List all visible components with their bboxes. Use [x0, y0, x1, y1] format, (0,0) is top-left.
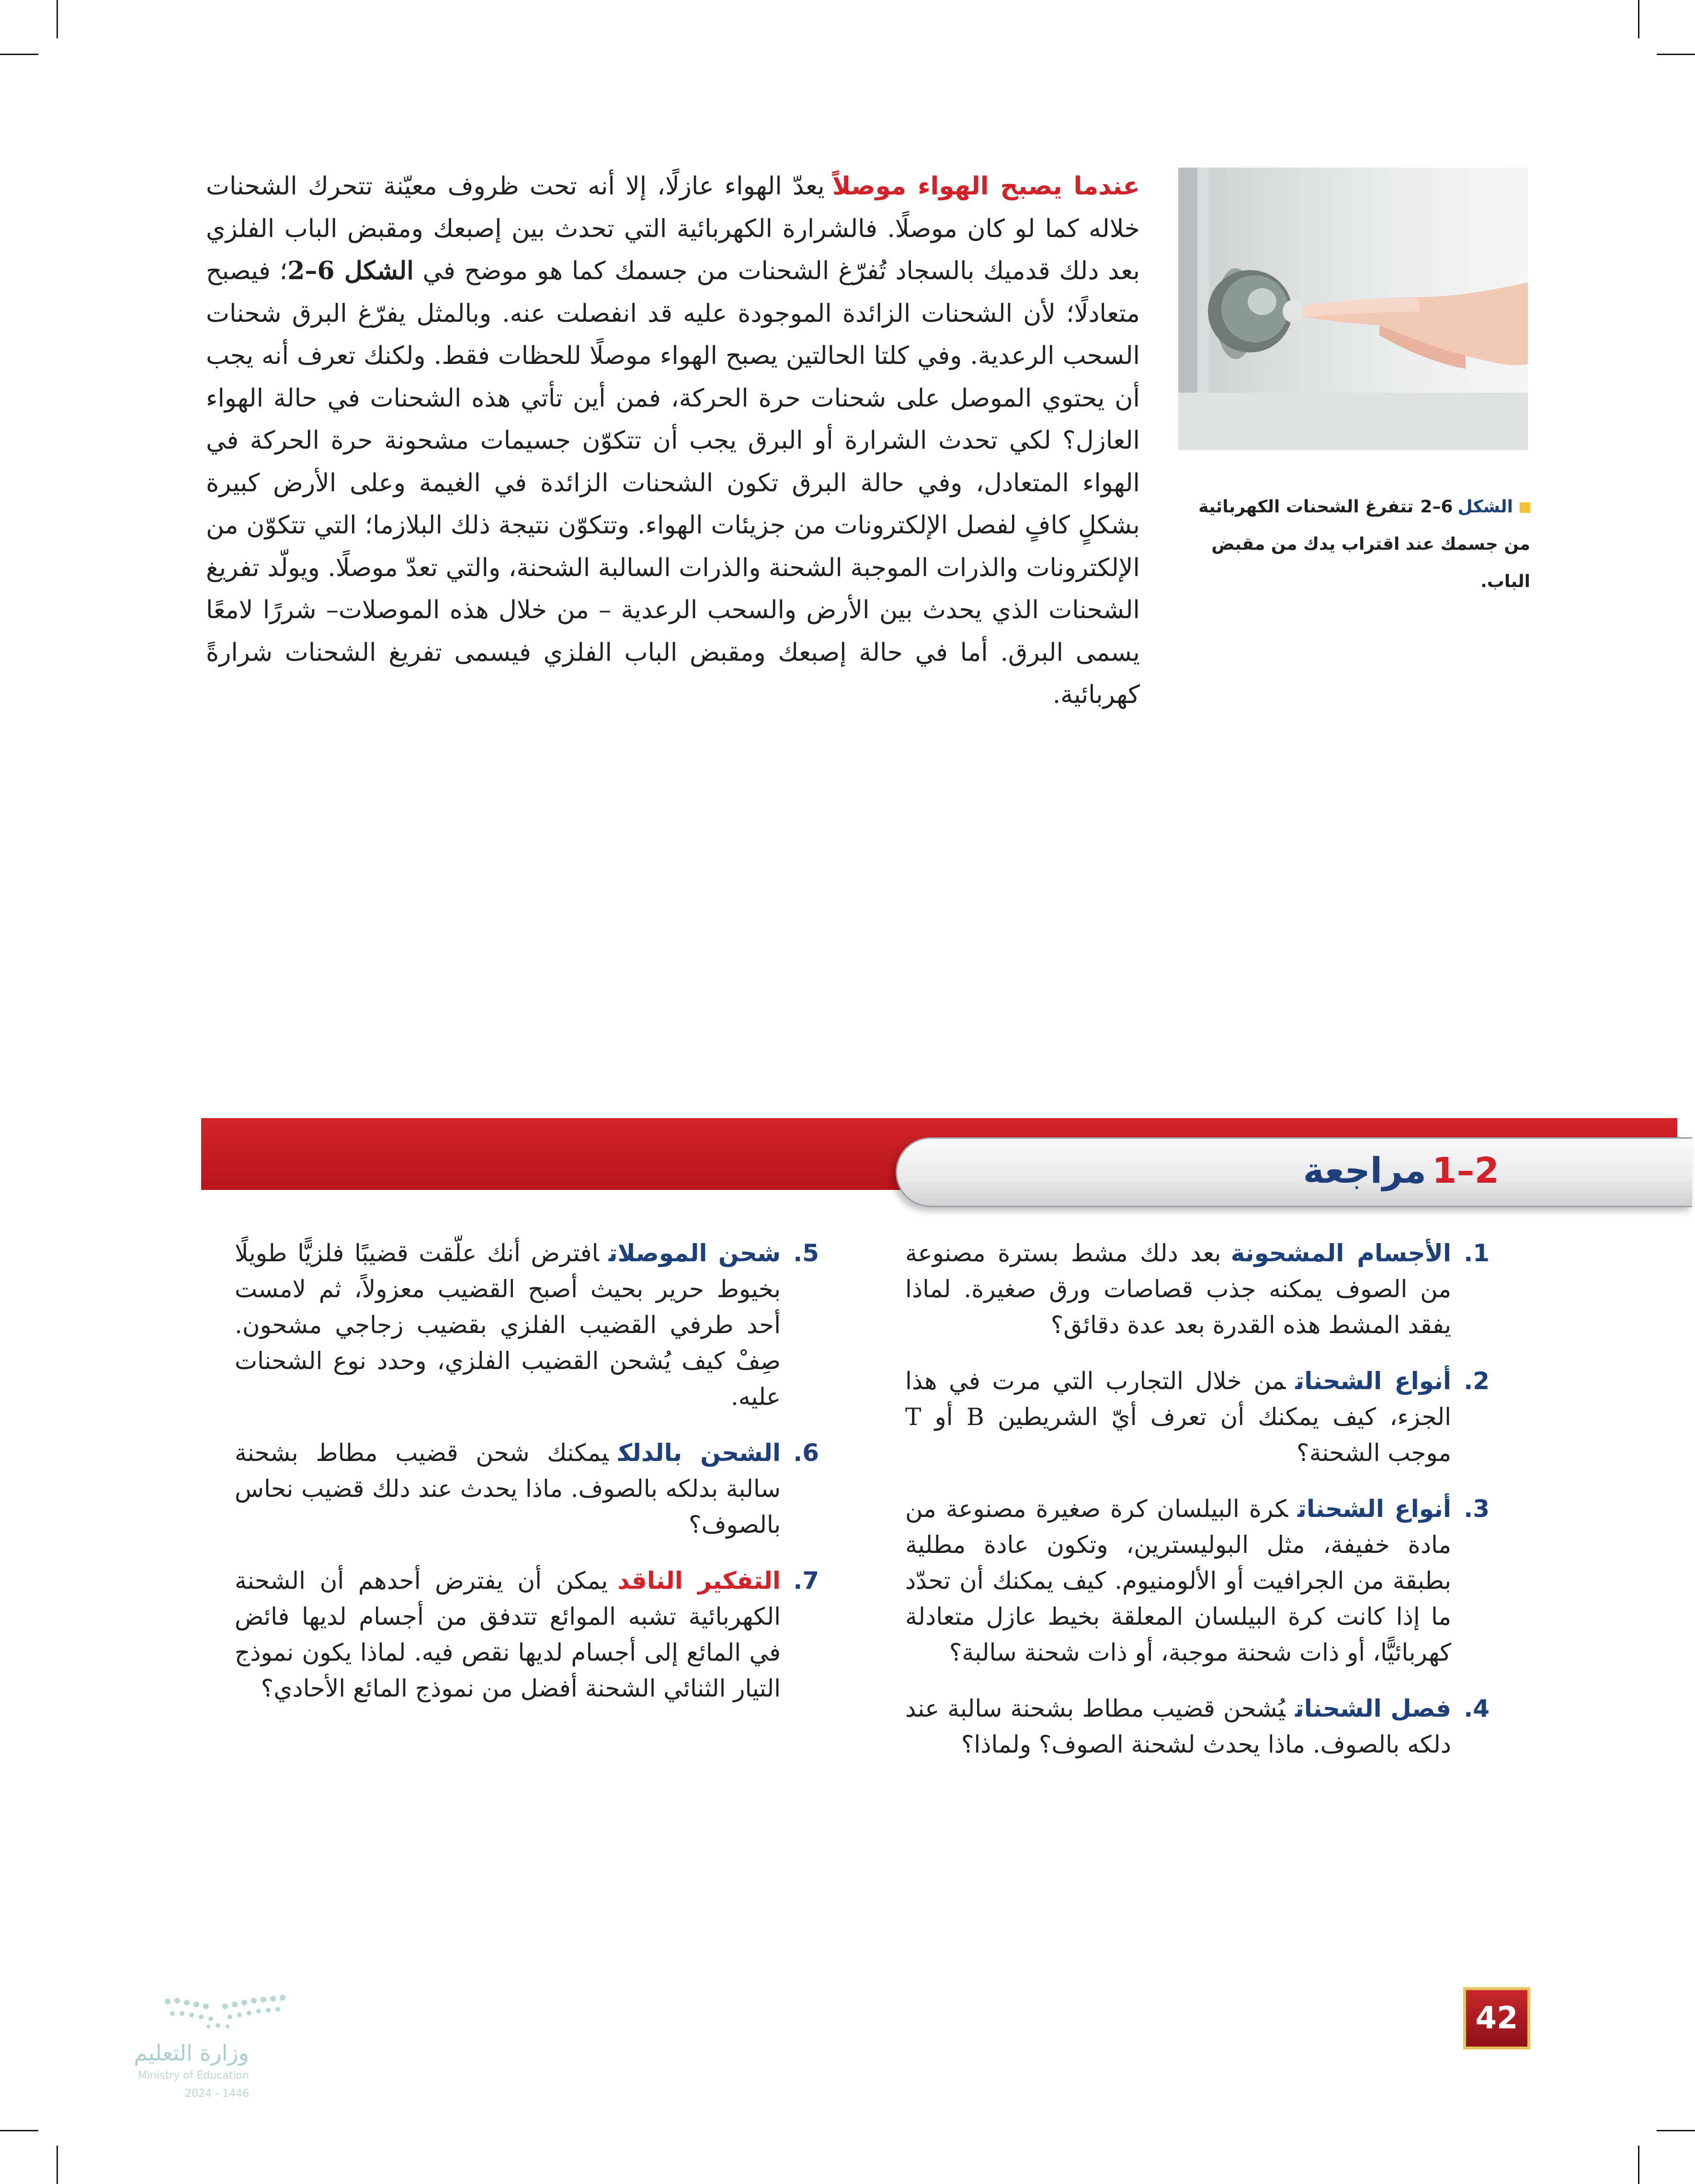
questions-right-column — [905, 1235, 1490, 1783]
question-item — [905, 1363, 1490, 1471]
page-number: 42 — [1463, 1987, 1530, 2049]
caption-text: تتفرغ الشحنات الكهربائية من جسمك عند اقتراب يدك من مقبض الباب. — [1198, 497, 1530, 591]
question-item — [235, 1435, 819, 1543]
questions-left-column — [235, 1235, 819, 1727]
question-text: يمكنك شحن قضيب مطاط بشحنة سالبة بدلكه بالصوف. ماذا يحدث عند دلك قضيب نحاس بالصوف؟ — [235, 1439, 781, 1539]
caption-label: الشكل — [1457, 497, 1513, 517]
ministry-name-arabic: وزارة التعليم — [134, 2040, 249, 2066]
question-topic: فصل الشحنات — [1295, 1695, 1451, 1722]
question-topic: الأجسام المشحونة — [1230, 1239, 1451, 1267]
question-number: 6. — [793, 1439, 819, 1467]
crop-mark — [0, 54, 38, 55]
question-text: بعد دلك مشط بسترة مصنوعة من الصوف يمكنه جذب قصاصات ورق صغيرة. لماذا يفقد المشط هذه القدرة بعد عدة دقائق؟ — [905, 1239, 1451, 1339]
question-number: 2. — [1464, 1367, 1490, 1395]
question-item — [905, 1691, 1490, 1763]
section-lead-heading: عندما يصبح الهواء موصلاً — [832, 172, 1140, 201]
question-item — [235, 1563, 819, 1707]
question-text: يُشحن قضيب مطاط بشحنة سالبة عند دلكه بالصوف. ماذا يحدث لشحنة الصوف؟ ولماذا؟ — [905, 1695, 1451, 1758]
question-number: 4. — [1464, 1695, 1490, 1722]
crop-mark — [57, 2146, 58, 2184]
question-item — [905, 1491, 1490, 1671]
crop-mark — [0, 2130, 38, 2131]
caption-marker-icon — [1520, 502, 1530, 513]
crop-mark — [1657, 54, 1695, 55]
review-title: مراجعة — [1303, 1150, 1426, 1191]
question-topic: التفكير الناقد — [617, 1567, 781, 1595]
question-number: 5. — [793, 1239, 819, 1267]
figure-caption — [1176, 488, 1530, 600]
crop-mark — [1638, 2146, 1639, 2184]
question-number: 3. — [1464, 1495, 1490, 1523]
question-item — [905, 1235, 1490, 1343]
review-heading — [1102, 1142, 1499, 1200]
crop-mark — [1657, 2130, 1695, 2131]
question-text: يمكن أن يفترض أحدهم أن الشحنة الكهربائية تشبه الموائع تتدفق من أجسام لديها فائض في المائع إلى أجسام لديها نقص فيه. لماذا يكون نموذج التيار الثنائي الشحنة أفضل من نموذج المائع الأحادي؟ — [235, 1567, 781, 1702]
question-text: افترض أنك علّقت قضيبًا فلزيًّا طويلًا بخيوط حرير بحيث أصبح القضيب معزولاً، ثم لامست أحد طرفي القضيب الفلزي بقضيب زجاجي مشحون. صِفْ كيف يُشحن القضيب الفلزي، وحدد نوع الشحنات عليه. — [235, 1239, 781, 1411]
body-text-part-2: ؛ فيصبح متعادلًا؛ لأن الشحنات الزائدة الموجودة عليه قد انفصلت عنه. وبالمثل يفرّغ البرق شحنات السحب الرعدية. وفي كلتا الحالتين يصبح الهواء موصلًا للحظات فقط. ولكنك تعرف أنه يجب أن يحتوي الموصل على شحنات حرة الحركة، فمن أين تأتي هذه الشحنات في حالة الهواء العازل؟ لكي تحدث الشرارة أو البرق يجب أن تتكوّن جسيمات مشحونة حرة الحركة في الهواء المتعادل، وفي حالة البرق تكون الشحنات الزائدة في الغيمة وعلى الأرض كبيرة بشكلٍ كافٍ لفصل الإلكترونات من جزيئات الهواء. وتتكوّن نتيجة ذلك البلازما؛ التي تتكوّن من الإلكترونات والذرات الموجبة الشحنة والذرات السالبة الشحنة، والتي تعدّ موصلًا. ويولّد تفريغ الشحنات الذي يحدث بين الأرض والسحب الرعدية – من خلال هذه الموصلات– شررًا لامعًا يسمى البرق. أما في حالة إصبعك ومقبض الباب الفلزي فيسمى تفريغ الشحنات شرارةً كهربائية. — [206, 257, 1140, 709]
question-text: كرة البيلسان كرة صغيرة مصنوعة من مادة خفيفة، مثل البوليسترين، وتكون عادة مطلية بطبقة من الجرافيت أو الألومنيوم. كيف يمكنك أن تحدّد ما إذا كانت كرة البيلسان المعلقة بخيط عازل متعادلة كهربائيًّا، أو ذات شحنة موجبة، أو ذات شحنة سالبة؟ — [905, 1495, 1451, 1666]
question-topic: الشحن بالدلك — [618, 1439, 781, 1467]
question-topic: أنواع الشحنات — [1297, 1495, 1452, 1523]
question-topic: أنواع الشحنات — [1295, 1367, 1452, 1395]
question-number: 1. — [1464, 1239, 1490, 1267]
ministry-emblem-icon — [158, 1987, 302, 2035]
ministry-year: 2024 - 1446 — [185, 2088, 249, 2100]
question-number: 7. — [793, 1567, 819, 1595]
caption-number: 6–2 — [1420, 497, 1453, 517]
figure-reference: الشكل 6–2 — [287, 256, 414, 285]
crop-mark — [57, 0, 58, 38]
crop-mark — [1638, 0, 1639, 38]
question-topic: شحن الموصلات — [608, 1239, 781, 1267]
figure-photo — [1178, 168, 1528, 450]
question-text: من خلال التجارب التي مرت في هذا الجزء، كيف يمكنك أن تعرف أيّ الشريطين B أو T موجب الشحنة؟ — [905, 1367, 1451, 1467]
ministry-logo — [91, 1987, 321, 2121]
ministry-name-english: Ministry of Education — [137, 2070, 249, 2082]
review-number: 2–1 — [1432, 1150, 1499, 1191]
body-text-part-1: يعدّ الهواء عازلًا، إلا أنه تحت ظروف معيّنة تتحرك الشحنات خلاله كما لو كان موصلًا. فالشرارة الكهربائية التي تحدث بين إصبعك ومقبض الباب الفلزي بعد دلك قدميك بالسجاد تُفرّغ الشحنات من جسمك كما هو موضح في — [206, 172, 1140, 285]
body-paragraph — [206, 165, 1140, 716]
question-item — [235, 1235, 819, 1415]
